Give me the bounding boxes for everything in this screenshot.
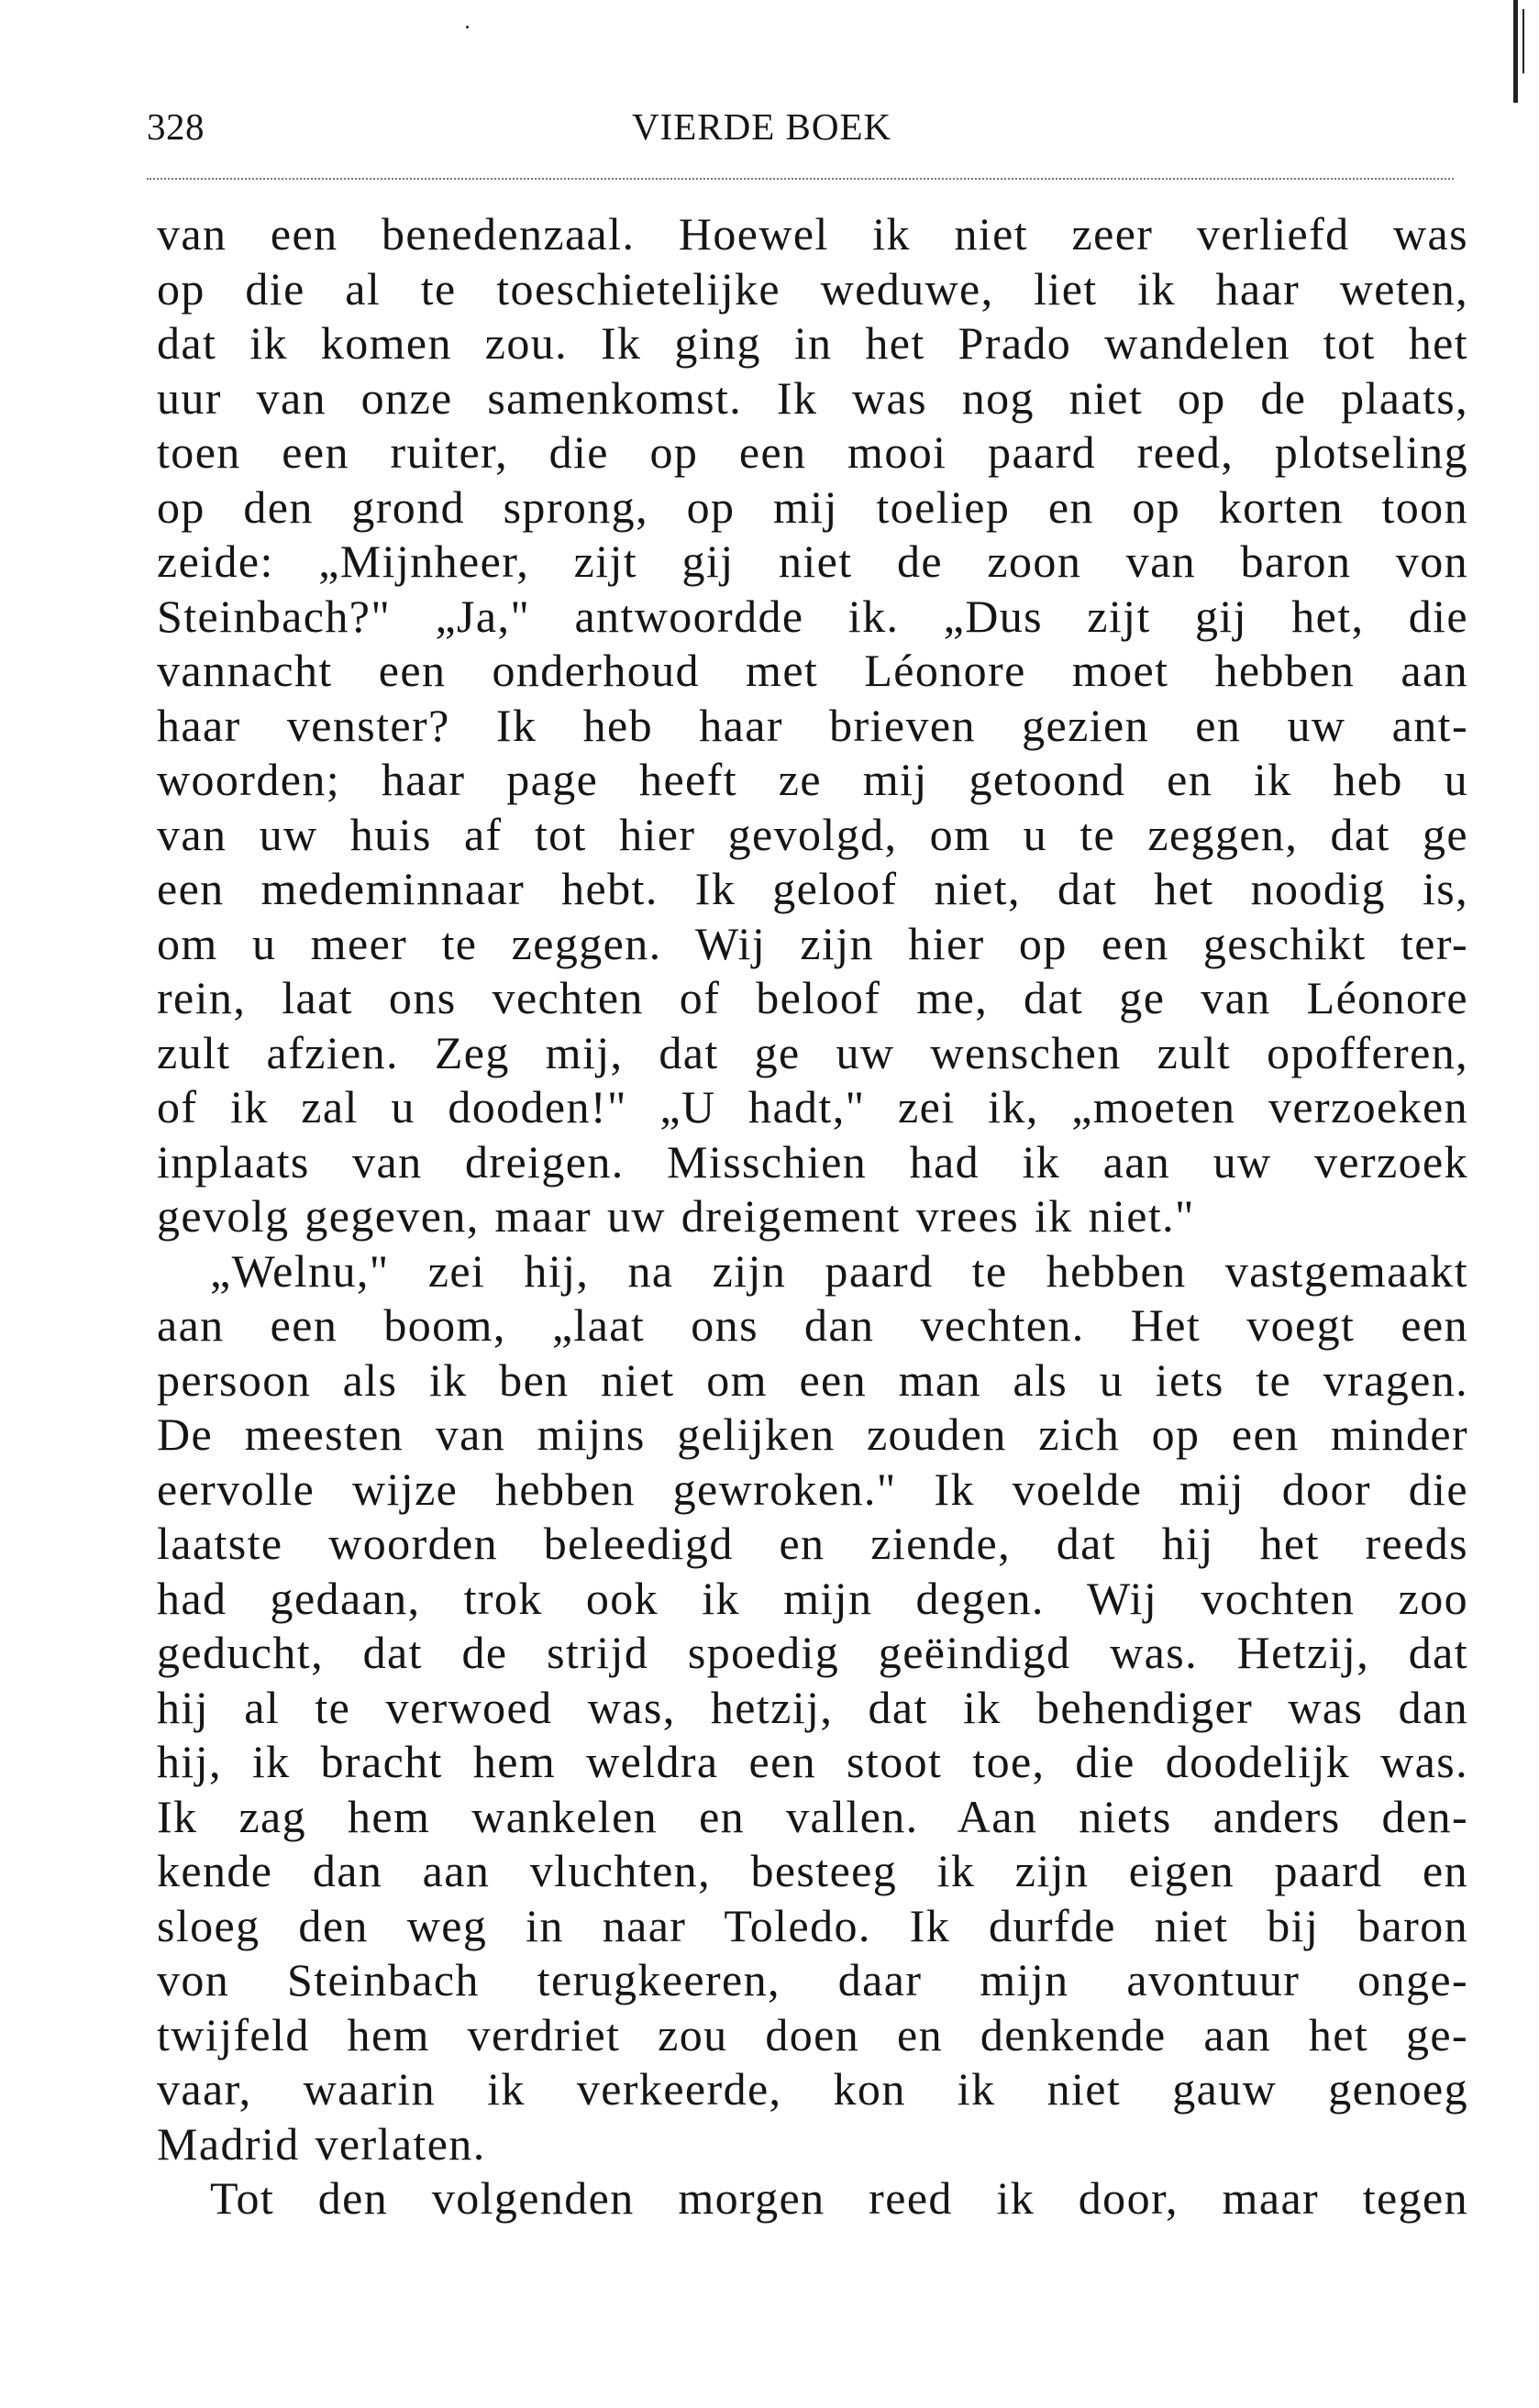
text-line: laatste woorden beleedigd en ziende, dat hij het reeds: [157, 1518, 1468, 1569]
text-line: hij, ik bracht hem weldra een stoot toe, die doodelijk was.: [157, 1736, 1468, 1787]
text-line: inplaats van dreigen. Misschien had ik aan uw verzoek: [157, 1135, 1468, 1187]
text-line: gevolg gegeven, maar uw dreigement vrees ik niet.": [157, 1190, 1195, 1242]
text-line: of ik zal u dooden!" „U hadt," zei ik, „moeten verzoeken: [157, 1081, 1468, 1132]
text-line: Tot den volgenden morgen reed ik door, maar tegen: [210, 2172, 1468, 2224]
text-line: sloeg den weg in naar Toledo. Ik durfde niet bij baron: [157, 1899, 1468, 1951]
text-line: eervolle wijze hebben gewroken." Ik voelde mij door die: [157, 1463, 1468, 1515]
text-line: zeide: „Mijnheer, zijt gij niet de zoon van baron von: [157, 536, 1468, 587]
running-title: VIERDE BOEK: [632, 105, 892, 148]
header-rule: [147, 178, 1454, 180]
text-line: had gedaan, trok ook ik mijn degen. Wij vochten zoo: [157, 1572, 1468, 1624]
text-line: von Steinbach terugkeeren, daar mijn avontuur onge-: [157, 1954, 1468, 2005]
text-line: uur van onze samenkomst. Ik was nog niet op de plaats,: [157, 371, 1468, 424]
text-line: geducht, dat de strijd spoedig geëindigd was. Hetzij, dat: [157, 1627, 1468, 1678]
text-line: zult afzien. Zeg mij, dat ge uw wenschen zult opofferen,: [157, 1026, 1468, 1078]
text-line: De meesten van mijns gelijken zouden zich op een minder: [157, 1408, 1468, 1460]
text-line: Ik zag hem wankelen en vallen. Aan niets anders den-: [157, 1790, 1468, 1842]
text-line: woorden; haar page heeft ze mij getoond en ik heb u: [157, 754, 1468, 805]
text-line: om u meer te zeggen. Wij zijn hier op een geschikt ter-: [157, 917, 1468, 969]
scan-speck: [1522, 9, 1524, 73]
text-line: aan een boom, „laat ons dan vechten. Het voegt een: [157, 1299, 1468, 1351]
text-line: van uw huis af tot hier gevolgd, om u te zeggen, dat ge: [157, 808, 1468, 860]
text-line: Madrid verlaten.: [157, 2117, 486, 2170]
text-line: dat ik komen zou. Ik ging in het Prado wandelen tot het: [157, 317, 1468, 369]
text-line: persoon als ik ben niet om een man als u iets te vragen.: [157, 1353, 1468, 1406]
scan-speck: [466, 26, 469, 28]
text-line: rein, laat ons vechten of beloof me, dat ge van Léonore: [157, 972, 1468, 1023]
page-number: 328: [147, 105, 205, 148]
scan-speck: [1513, 0, 1518, 103]
text-line: hij al te verwoed was, hetzij, dat ik behendiger was dan: [157, 1681, 1468, 1733]
text-line: op die al te toeschietelijke weduwe, liet ik haar weten,: [157, 262, 1468, 315]
text-line: „Welnu," zei hij, na zijn paard te hebben vastgemaakt: [210, 1244, 1468, 1297]
text-line: op den grond sprong, op mij toeliep en op korten toon: [157, 480, 1468, 533]
text-line: toen een ruiter, die op een mooi paard reed, plotseling: [157, 426, 1468, 478]
text-line: vaar, waarin ik verkeerde, kon ik niet gauw genoeg: [157, 2063, 1468, 2115]
text-line: van een benedenzaal. Hoewel ik niet zeer verliefd was: [157, 208, 1468, 260]
text-line: Steinbach?" „Ja," antwoordde ik. „Dus zijt gij het, die: [157, 590, 1468, 642]
text-line: vannacht een onderhoud met Léonore moet hebben aan: [157, 645, 1468, 696]
text-line: haar venster? Ik heb haar brieven gezien en uw ant-: [157, 699, 1468, 751]
body-text: [157, 207, 1468, 2226]
text-line: een medeminnaar hebt. Ik geloof niet, dat het noodig is,: [157, 863, 1468, 914]
text-line: kende dan aan vluchten, besteeg ik zijn eigen paard en: [157, 1845, 1468, 1896]
text-line: twijfeld hem verdriet zou doen en denkende aan het ge-: [157, 2008, 1468, 2060]
